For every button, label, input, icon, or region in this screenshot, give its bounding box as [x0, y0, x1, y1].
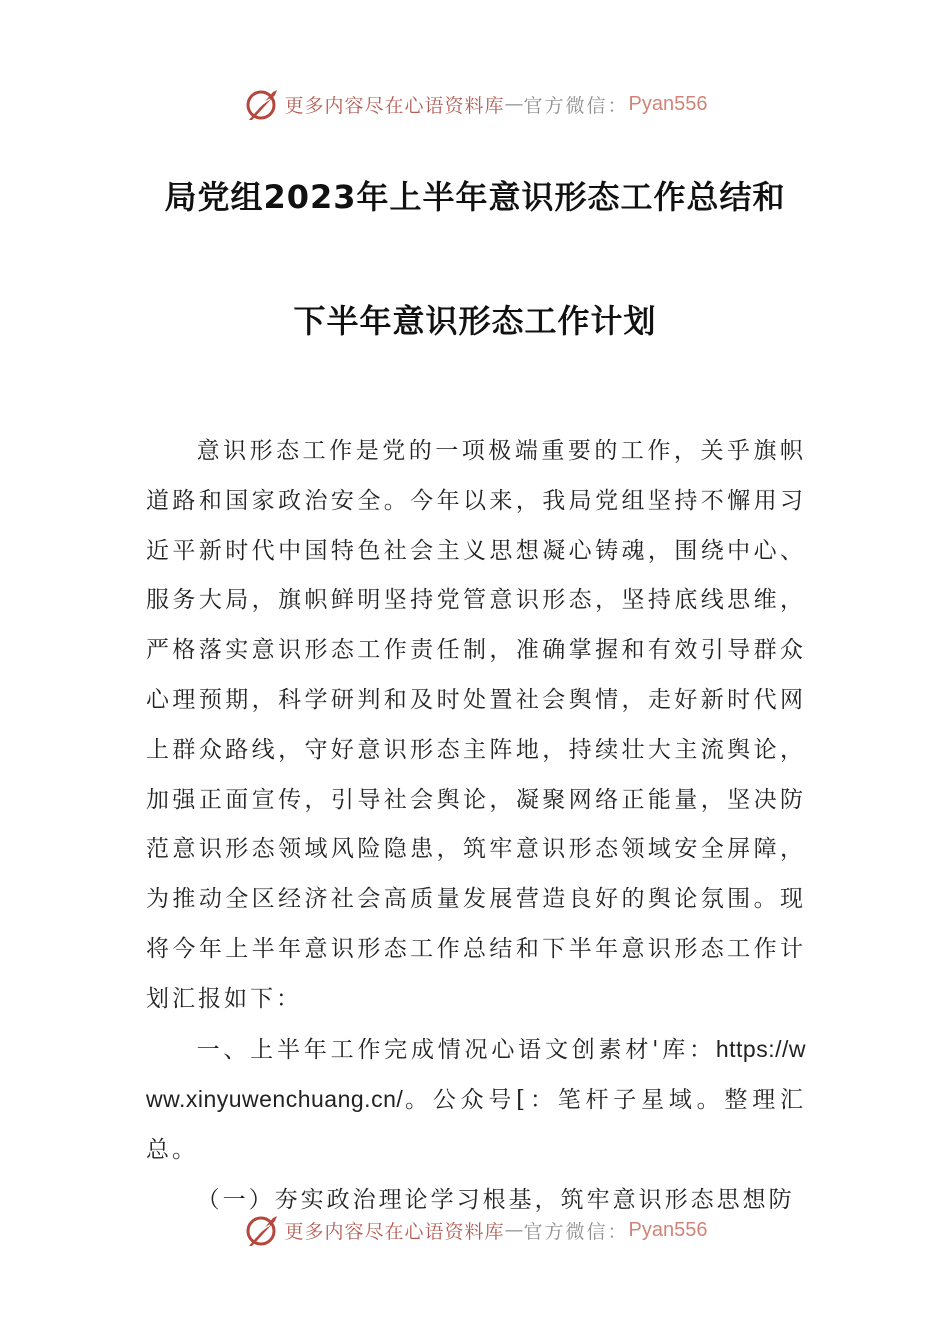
section-heading-1 [146, 1025, 806, 1176]
quill-logo-icon [243, 1210, 283, 1250]
intro-paragraph: 意识形态工作是党的一项极端重要的工作，关乎旗帜道路和国家政治安全。今年以来，我局党组坚持不懈用习近平新时代中国特色社会主义思想凝心铸魂，围绕中心、服务大局，旗帜鲜明坚持党管意识形态，坚持底线思维，严格落实意识形态工作责任制，准确掌握和有效引导群众心理预期，科学研判和及时处置社会舆情，走好新时代网上群众路线，守好意识形态主阵地，持续壮大主流舆论，加强正面宣传，引导社会舆论，凝聚网络正能量，坚决防范意识形态领域风险隐患，筑牢意识形态领域安全屏障，为推动全区经济社会高质量发展营造良好的舆论氛围。现将今年上半年意识形态工作总结和下半年意识形态工作计划汇报如下： [146, 438, 806, 1012]
section-heading-1-text: 一、上半年工作完成情况心语文创素材'库： [196, 1036, 716, 1063]
watermark-main-text: 更多内容尽在心语资料库 [284, 94, 505, 117]
watermark-wechat-id: Pyan556 [628, 1218, 708, 1241]
quill-logo-icon [243, 84, 283, 124]
document-title-line-1: 局党组2023年上半年意识形态工作总结和 [164, 178, 786, 216]
watermark-footer [0, 1208, 950, 1252]
document-title-line-2: 下半年意识形态工作计划 [293, 302, 657, 340]
watermark-wechat-id: Pyan556 [628, 92, 708, 115]
watermark-label: 官方微信： [523, 94, 629, 117]
source-url: https://www.xinyuwenchuang.cn/ [146, 1035, 806, 1113]
section-heading-1-suffix: 。公众号[：笔杆子星域。整理汇总。 [146, 1087, 806, 1164]
watermark-label: 官方微信： [523, 1220, 629, 1243]
watermark-main-text: 更多内容尽在心语资料库 [284, 1220, 505, 1243]
subsection-heading-1: （一）夯实政治理论学习根基，筑牢意识形态思想防 [196, 1186, 795, 1213]
watermark-header [0, 82, 950, 126]
watermark-separator: — [504, 1219, 524, 1241]
watermark-separator: — [504, 93, 524, 115]
document-body [146, 427, 806, 1226]
